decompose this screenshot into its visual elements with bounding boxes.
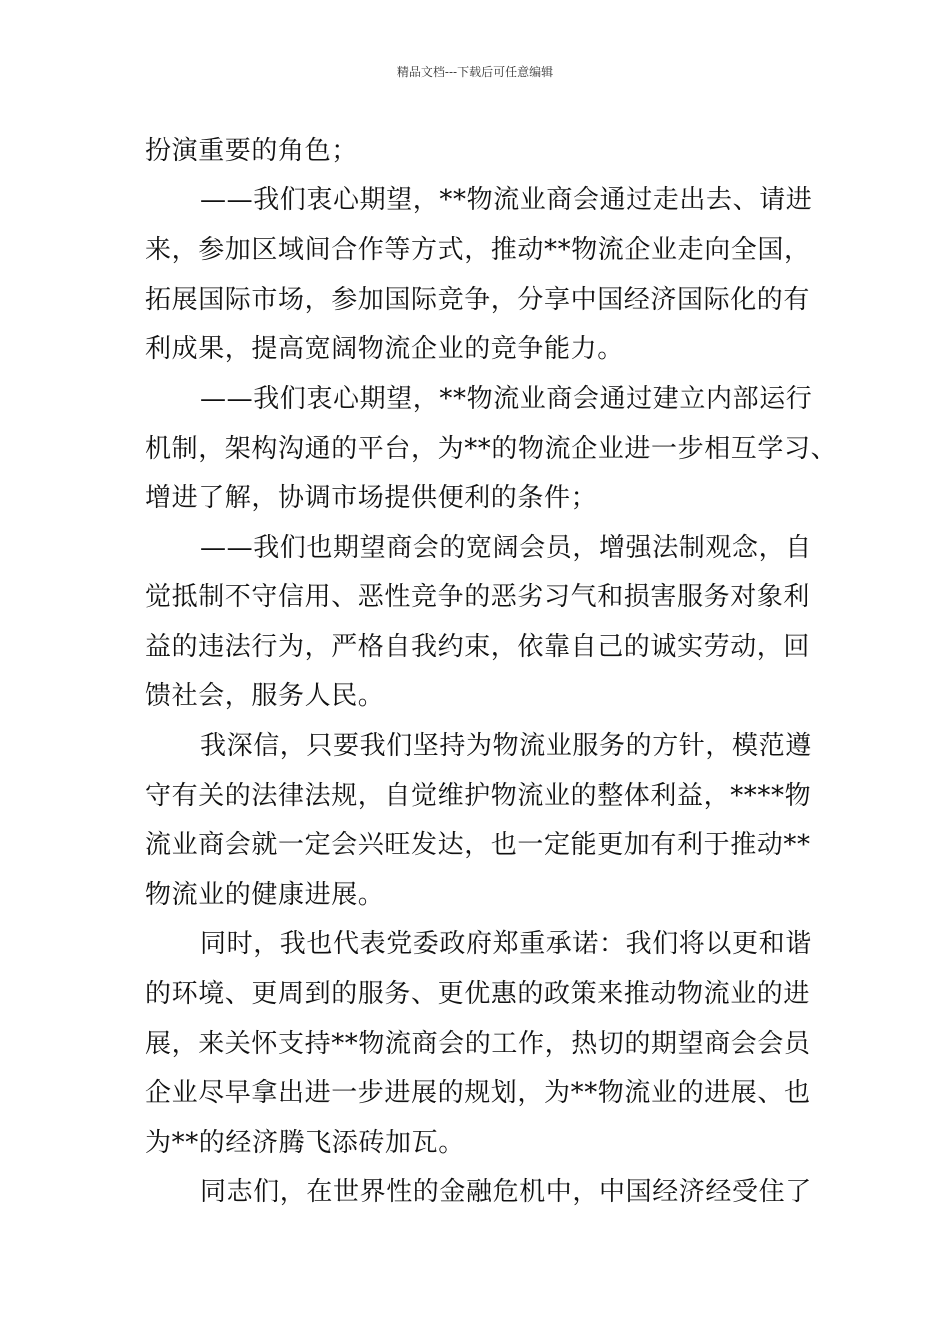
text-line: 同时，我也代表党委政府郑重承诺：我们将以更和谐 — [200, 929, 812, 959]
text-line: 的环境、更周到的服务、更优惠的政策来推动物流业的进 — [145, 979, 811, 1009]
text-line: 机制，架构沟通的平台，为**的物流企业进一步相互学习、 — [145, 434, 838, 464]
text-line: 觉抵制不守信用、恶性竞争的恶劣习气和损害服务对象利 — [145, 582, 811, 612]
page-header: 精品文档---下载后可任意编辑 — [396, 65, 554, 79]
text-line: 为**的经济腾飞添砖加瓦。 — [145, 1128, 465, 1158]
text-line: 我深信，只要我们坚持为物流业服务的方针，模范遵 — [200, 731, 812, 761]
text-line: 企业尽早拿出进一步进展的规划，为**物流业的进展、也 — [145, 1078, 811, 1108]
text-line: 扮演重要的角色； — [145, 136, 358, 166]
text-line: 来，参加区域间合作等方式，推动**物流企业走向全国， — [145, 235, 811, 265]
text-line: 益的违法行为，严格自我约束，依靠自己的诚实劳动，回 — [145, 632, 811, 662]
text-line: 拓展国际市场，参加国际竞争，分享中国经济国际化的有 — [145, 285, 811, 315]
text-line: 利成果，提高宽阔物流企业的竞争能力。 — [145, 334, 624, 364]
text-line: 增进了解，协调市场提供便利的条件； — [145, 483, 598, 513]
text-line: 馈社会，服务人民。 — [145, 681, 385, 711]
text-line: ——我们衷心期望，**物流业商会通过走出去、请进 — [200, 185, 813, 215]
text-line: ——我们也期望商会的宽阔会员，增强法制观念，自 — [200, 533, 812, 563]
text-line: 同志们，在世界性的金融危机中，中国经济经受住了 — [200, 1177, 812, 1207]
text-line: 流业商会就一定会兴旺发达，也一定能更加有利于推动** — [145, 830, 811, 860]
text-line: 展，来关怀支持**物流商会的工作，热切的期望商会会员 — [145, 1029, 811, 1059]
text-line: 守有关的法律法规，自觉维护物流业的整体利益，****物 — [145, 781, 812, 811]
text-line: 物流业的健康进展。 — [145, 880, 385, 910]
text-line: ——我们衷心期望，**物流业商会通过建立内部运行 — [200, 384, 813, 414]
